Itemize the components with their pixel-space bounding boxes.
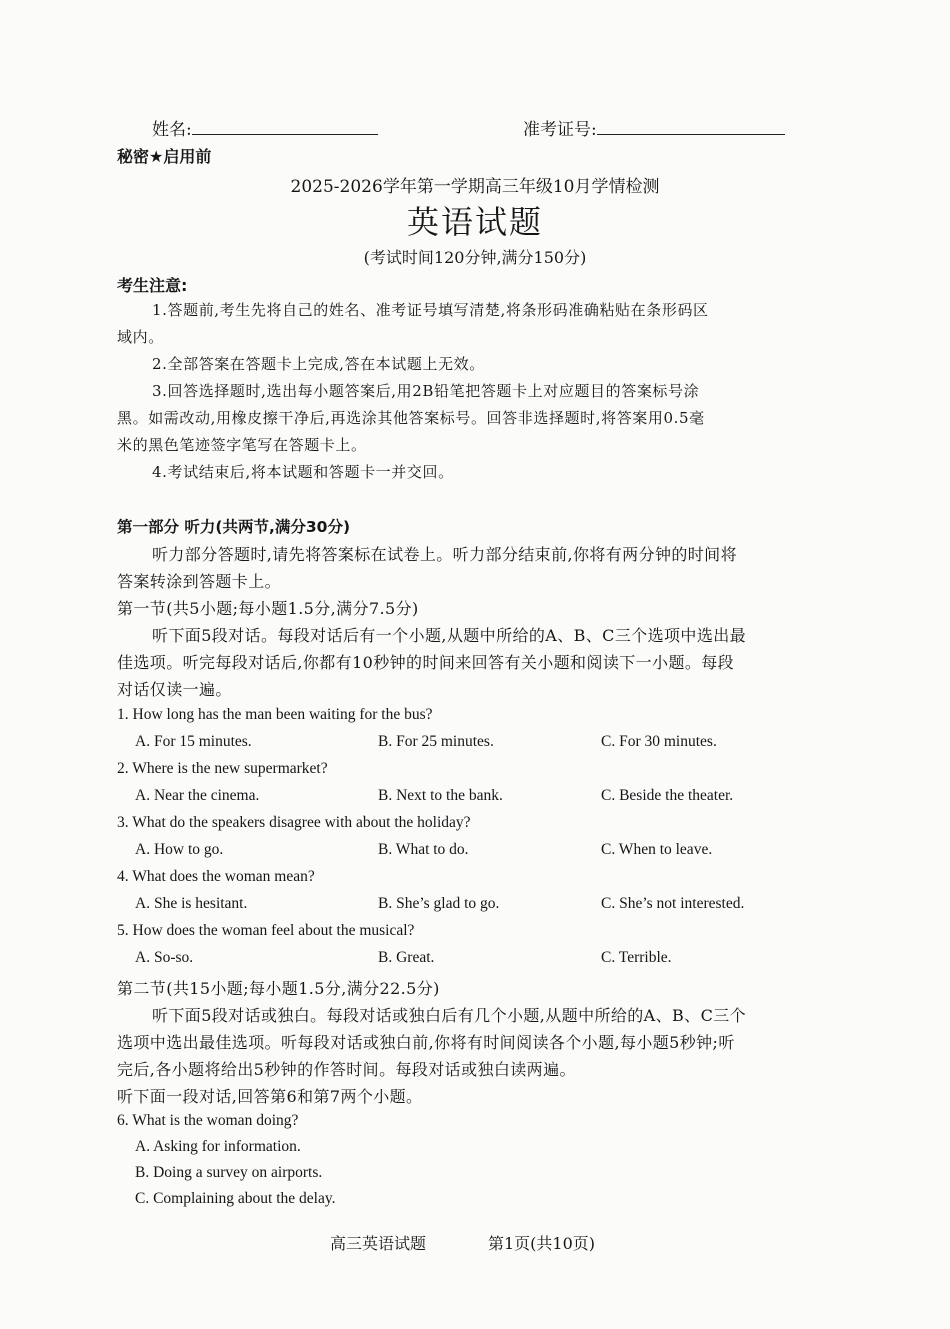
- question-6-option-c: C. Complaining about the delay.: [135, 1190, 336, 1207]
- question-3-option-c: C. When to leave.: [601, 841, 713, 858]
- section1-instruction-line: 对话仅读一遍。: [117, 680, 232, 699]
- question-4-option-c: C. She’s not interested.: [601, 895, 745, 912]
- notice-heading: 考生注意:: [117, 276, 188, 295]
- question-1-option-b: B. For 25 minutes.: [378, 733, 494, 750]
- question-2-option-a: A. Near the cinema.: [135, 787, 260, 804]
- question-4-option-b: B. She’s glad to go.: [378, 895, 500, 912]
- section2-instruction-line: 选项中选出最佳选项。听每段对话或独白前,你将有时间阅读各个小题,每小题5秒钟;听: [117, 1033, 735, 1052]
- name-field: [152, 115, 378, 140]
- notice-line: 2.全部答案在答题卡上完成,答在本试题上无效。: [152, 355, 485, 373]
- question-5-option-b: B. Great.: [378, 949, 435, 966]
- question-2: 2. Where is the new supermarket?: [117, 760, 328, 777]
- section2-instruction-line: 听下面5段对话或独白。每段对话或独白后有几个小题,从题中所给的A、B、C三个: [152, 1006, 747, 1025]
- footer-page-number: 第1页(共10页): [488, 1234, 596, 1253]
- question-6-option-b: B. Doing a survey on airports.: [135, 1164, 323, 1181]
- question-6-option-a: A. Asking for information.: [135, 1138, 301, 1155]
- part1-intro-line: 听力部分答题时,请先将答案标在试卷上。听力部分结束前,你将有两分钟的时间将: [152, 545, 737, 564]
- question-4-option-a: A. She is hesitant.: [135, 895, 248, 912]
- exam-duration: (考试时间120分钟,满分150分): [363, 248, 587, 267]
- notice-line: 米的黑色笔迹签字笔写在答题卡上。: [117, 436, 367, 454]
- notice-line: 域内。: [117, 328, 164, 346]
- part1-intro-line: 答案转涂到答题卡上。: [117, 572, 282, 591]
- dialog-note: 听下面一段对话,回答第6和第7两个小题。: [117, 1087, 423, 1106]
- section2-heading: 第二节(共15小题;每小题1.5分,满分22.5分): [117, 979, 440, 998]
- part1-heading: 第一部分 听力(共两节,满分30分): [117, 518, 351, 536]
- exam-id-field: [523, 115, 785, 140]
- question-2-option-c: C. Beside the theater.: [601, 787, 734, 804]
- notice-line: 3.回答选择题时,选出每小题答案后,用2B铅笔把答题卡上对应题目的答案标号涂: [152, 382, 700, 400]
- question-2-option-b: B. Next to the bank.: [378, 787, 503, 804]
- question-1-option-c: C. For 30 minutes.: [601, 733, 717, 750]
- notice-line: 黑。如需改动,用橡皮擦干净后,再选涂其他答案标号。回答非选择题时,将答案用0.5毫: [117, 409, 705, 427]
- footer-subject: 高三英语试题: [330, 1234, 427, 1253]
- question-3-option-a: A. How to go.: [135, 841, 224, 858]
- secret-label: 秘密★启用前: [117, 147, 212, 166]
- name-blank-line: [192, 118, 378, 135]
- question-1: 1. How long has the man been waiting for the bus?: [117, 706, 433, 723]
- section1-instruction-line: 听下面5段对话。每段对话后有一个小题,从题中所给的A、B、C三个选项中选出最: [152, 626, 747, 645]
- question-5: 5. How does the woman feel about the musical?: [117, 922, 415, 939]
- section1-heading: 第一节(共5小题;每小题1.5分,满分7.5分): [117, 599, 419, 618]
- exam-title-line: 2025-2026学年第一学期高三年级10月学情检测: [290, 177, 660, 197]
- exam-id-blank-line: [597, 118, 785, 135]
- section1-instruction-line: 佳选项。听完每段对话后,你都有10秒钟的时间来回答有关小题和阅读下一小题。每段: [117, 653, 735, 672]
- question-3-option-b: B. What to do.: [378, 841, 469, 858]
- question-3: 3. What do the speakers disagree with about the holiday?: [117, 814, 471, 831]
- exam-id-label: 准考证号:: [523, 120, 597, 140]
- question-6: 6. What is the woman doing?: [117, 1112, 299, 1129]
- notice-line: 1.答题前,考生先将自己的姓名、准考证号填写清楚,将条形码准确粘贴在条形码区: [152, 301, 709, 319]
- notice-line: 4.考试结束后,将本试题和答题卡一并交回。: [152, 463, 454, 481]
- question-5-option-c: C. Terrible.: [601, 949, 672, 966]
- question-4: 4. What does the woman mean?: [117, 868, 315, 885]
- name-label: 姓名:: [152, 120, 192, 140]
- page-title: 英语试题: [406, 203, 543, 241]
- question-1-option-a: A. For 15 minutes.: [135, 733, 252, 750]
- question-5-option-a: A. So-so.: [135, 949, 194, 966]
- section2-instruction-line: 完后,各小题将给出5秒钟的作答时间。每段对话或独白读两遍。: [117, 1060, 576, 1079]
